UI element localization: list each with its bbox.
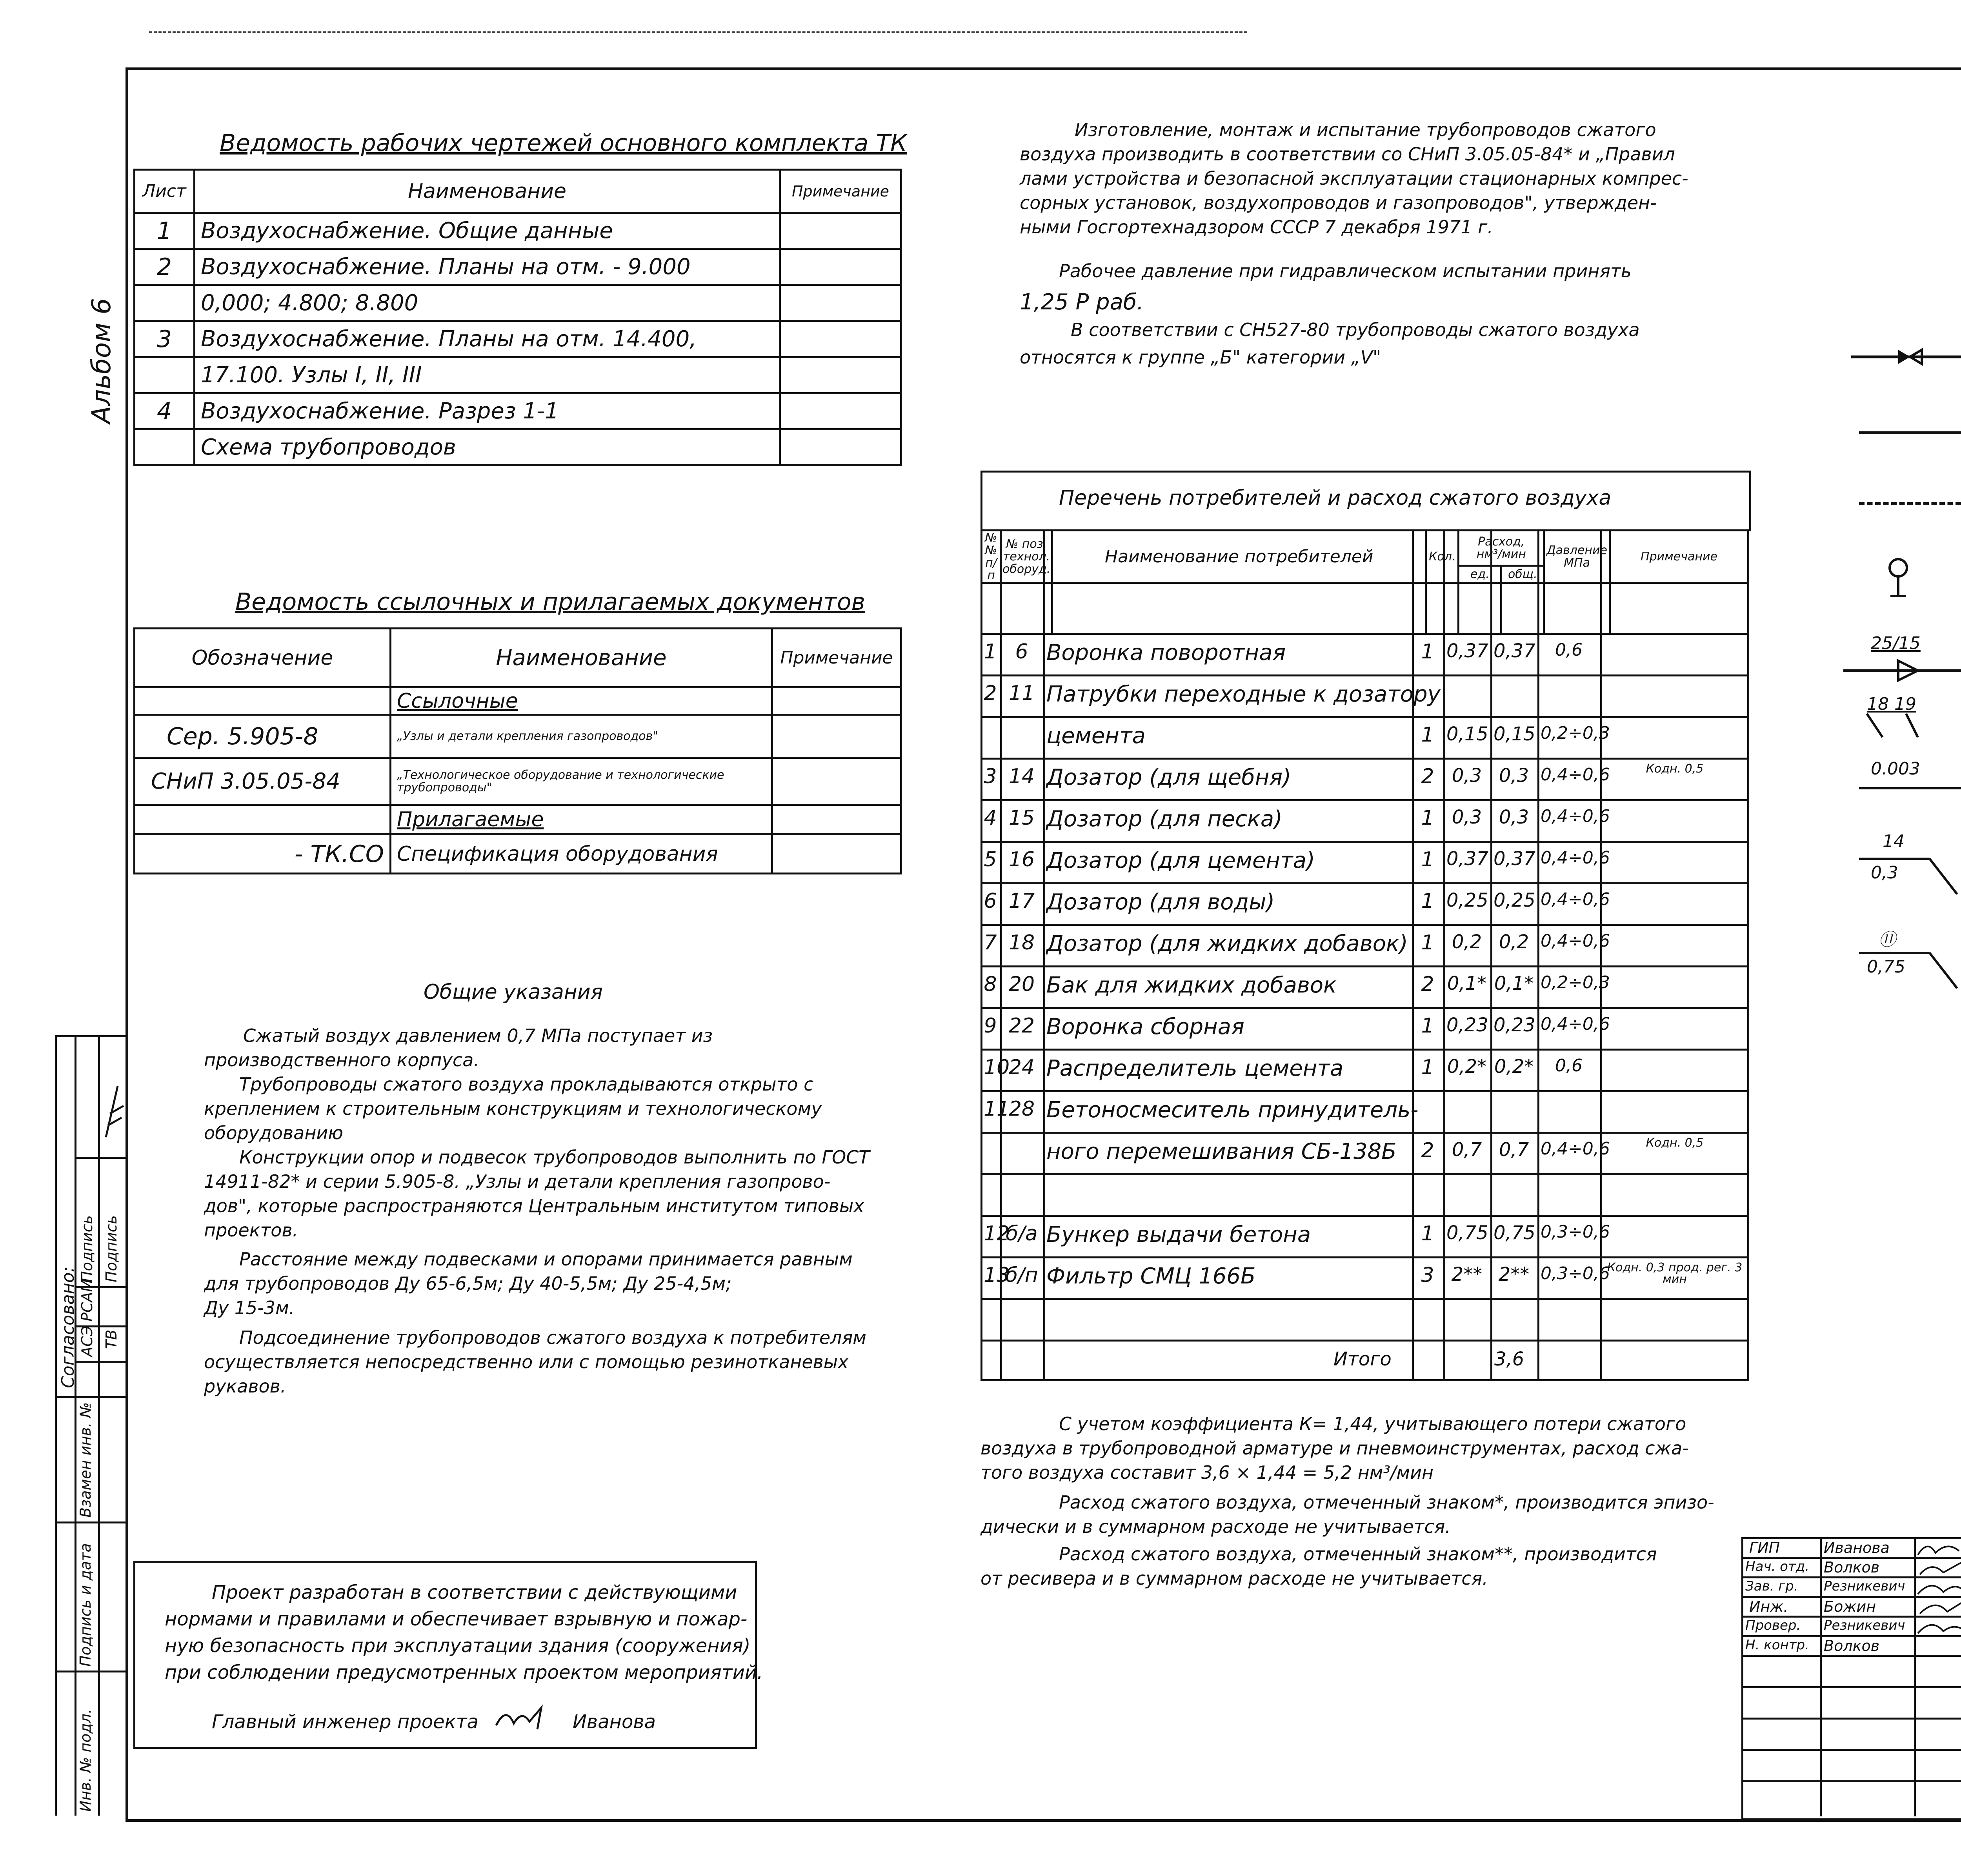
agreed-sign-label: Подпись (78, 1215, 96, 1282)
bottom-text-line: воздуха в трубопроводной арматуре и пневмоинструментах, расход сжа- (980, 1438, 1689, 1459)
sheet-cell (135, 429, 195, 465)
consumer-n-cell: 13 (984, 1263, 1010, 1287)
consumer-pos-cell: 17 (1008, 889, 1035, 913)
note-cell (772, 834, 901, 874)
album-label: Альбом 6 (86, 298, 116, 424)
col-sheet: Лист (135, 170, 195, 213)
name-text: „Технологическое оборудование и технологические трубопроводы" (397, 768, 724, 794)
row-divider (980, 841, 1749, 843)
gauge-icon (1883, 557, 1914, 600)
note-cell (780, 357, 901, 393)
general-notes-line: 14911-82* и серии 5.905-8. „Узлы и детали крепления газопрово- (204, 1171, 831, 1192)
name-cell: 0,000; 4.800; 8.800 (195, 285, 780, 321)
agreed-sign-label-2: Подпись (103, 1215, 120, 1282)
general-notes-line: креплением к строительным конструкциям и технологическому (204, 1098, 822, 1119)
consumer-total-cell: 0,15 (1493, 723, 1535, 745)
consumer-pos-cell: 28 (1008, 1097, 1035, 1121)
consumer-name-cell: цемента (1046, 723, 1146, 749)
dashed-line-icon (1859, 502, 1961, 505)
table-row (135, 357, 901, 393)
col-flow-unit: ед. (1459, 566, 1501, 583)
consumer-name-cell: Бак для жидких добавок (1046, 973, 1337, 998)
signatures-icon (1916, 1539, 1961, 1653)
consumer-total-cell: 0,2 (1499, 931, 1529, 953)
consumer-total-cell: 0,3 (1499, 765, 1529, 787)
consumer-pos-cell: б/п (1005, 1263, 1038, 1287)
consumer-p-cell: 0,4÷0,6 (1541, 765, 1610, 785)
consumer-qty-cell: 1 (1421, 723, 1434, 747)
person-role: Инж. (1749, 1598, 1788, 1615)
row-divider (980, 716, 1749, 718)
consumer-pos-cell: 14 (1008, 765, 1035, 788)
consumer-n-cell: 1 (984, 640, 997, 664)
code-cell (135, 805, 391, 834)
general-notes-line: Сжатый воздух давлением 0,7 МПа поступает из (243, 1025, 713, 1046)
position-leader-icon (1859, 714, 1937, 745)
sheet-cell (135, 357, 195, 393)
person-name: Божин (1824, 1598, 1876, 1615)
tb-row (1741, 1780, 1961, 1782)
general-notes-line: Подсоединение трубопроводов сжатого воздуха к потребителям (239, 1327, 866, 1348)
note-cell (772, 715, 901, 758)
row-divider (980, 799, 1749, 801)
top-text-line: относятся к группе „Б" категории „V" (1020, 347, 1381, 368)
consumer-p-cell: 0,2÷0,3 (1541, 973, 1610, 993)
engineer-signature-icon (494, 1702, 557, 1733)
row-divider (980, 1298, 1749, 1300)
consumer-note-cell: Кодн. 0,3 прод. рег. 3 мин (1607, 1261, 1743, 1286)
top-text-line: сорных установок, воздухопроводов и газопроводов", утвержден- (1020, 192, 1657, 213)
code-cell (135, 687, 391, 715)
consumer-p-cell: 0,4÷0,6 (1541, 931, 1610, 951)
consumer-p-cell: 0,4÷0,6 (1541, 806, 1610, 826)
col-name: Наименование (391, 629, 772, 687)
name-cell (391, 715, 772, 758)
consumer-n-cell: 4 (984, 806, 997, 830)
consumer-qty-cell: 1 (1421, 1056, 1434, 1079)
consumer-p-cell: 0,4÷0,6 (1541, 1014, 1610, 1034)
consumer-name-cell: Дозатор (для цемента) (1046, 848, 1315, 873)
consumer-name-cell: Фильтр СМЦ 166Б (1046, 1263, 1256, 1289)
col-note: Примечание (780, 170, 901, 213)
drawings-list-title: Ведомость рабочих чертежей основного комплекта ТК (220, 129, 907, 157)
sheet-cell (135, 285, 195, 321)
col-pressure: Давление МПа (1544, 531, 1610, 583)
table-row (135, 687, 901, 715)
consumer-qty-cell: 1 (1421, 1222, 1434, 1245)
row-divider (980, 1173, 1749, 1175)
inv-field: Подпись и дата (77, 1543, 94, 1667)
name-cell: 17.100. Узлы I, II, III (195, 357, 780, 393)
column-divider (1000, 529, 1002, 1381)
consumer-tag-bottom: 0,3 (1871, 863, 1898, 883)
tb-col (1820, 1537, 1822, 1816)
consumer-p-cell: 0,2÷0,3 (1541, 723, 1610, 743)
general-notes-line: для трубопроводов Ду 65-6,5м; Ду 40-5,5м; Ду 25-4,5м; (204, 1273, 732, 1294)
valve-icon (1851, 345, 1961, 369)
row-divider (980, 1049, 1749, 1051)
references-list-table (133, 627, 902, 874)
sheet-cell: 3 (135, 321, 195, 357)
row-divider (980, 674, 1749, 676)
consumer-pos-cell: 15 (1008, 806, 1035, 830)
person-name: Иванова (1824, 1539, 1890, 1556)
consumer-unit-cell: 0,25 (1446, 889, 1488, 911)
consumer-total-cell: 0,23 (1493, 1014, 1535, 1036)
consumer-pos-cell: 18 (1008, 931, 1035, 954)
consumer-unit-cell: 0,1* (1447, 973, 1487, 994)
consumer-total-cell: 0,2* (1494, 1056, 1534, 1078)
table-row (135, 249, 901, 285)
consumer-pos-cell: 20 (1008, 973, 1035, 996)
consumer-unit-cell: 2** (1451, 1263, 1483, 1285)
column-divider (1537, 529, 1539, 1381)
consumer-total-cell: 0,75 (1493, 1222, 1535, 1244)
bottom-text-line: Расход сжатого воздуха, отмеченный знаком**, производится (1059, 1543, 1657, 1565)
consumer-qty-cell: 1 (1421, 1014, 1434, 1038)
bottom-text-line: дически и в суммарном расходе не учитывается. (980, 1516, 1451, 1537)
consumer-qty-cell: 2 (1421, 973, 1434, 996)
consumer-qty-cell: 2 (1421, 1139, 1434, 1162)
general-notes-line: Конструкции опор и подвесок трубопроводов выполнить по ГОСТ (239, 1147, 870, 1168)
consumer-name-cell: Бункер выдачи бетона (1046, 1222, 1311, 1247)
slope-arrow-icon (1859, 780, 1961, 796)
person-role: Зав. гр. (1745, 1578, 1798, 1594)
consumer-name-cell: Патрубки переходные к дозатору (1046, 682, 1441, 707)
note-cell (780, 429, 901, 465)
consumer-n-cell: 6 (984, 889, 997, 913)
name-cell: Ссылочные (391, 687, 772, 715)
note-cell (780, 321, 901, 357)
consumer-qty-cell: 3 (1421, 1263, 1434, 1287)
col-code: Обозначение (135, 629, 391, 687)
table-row (135, 834, 901, 874)
consumer-total-cell: 0,1* (1494, 973, 1534, 994)
consumer-n-cell: 9 (984, 1014, 997, 1038)
person-role: Нач. отд. (1745, 1559, 1810, 1574)
total-label: Итого (1333, 1348, 1392, 1370)
general-notes-line: Трубопроводы сжатого воздуха прокладываются открыто с (239, 1074, 814, 1095)
note-cell (772, 687, 901, 715)
bottom-text-line: С учетом коэффициента К= 1,44, учитывающего потери сжатого (1059, 1413, 1686, 1434)
row-divider (980, 924, 1749, 926)
general-notes-line: осуществляется непосредственно или с помощью резинотканевых (204, 1351, 849, 1372)
table-row (135, 758, 901, 805)
table-row (135, 213, 901, 249)
consumer-unit-cell: 0,2* (1447, 1056, 1487, 1078)
slope-marks: 0.003 (1871, 759, 1920, 779)
person-role: Н. контр. (1745, 1637, 1809, 1653)
col-qty: Кол. (1426, 531, 1459, 583)
top-text-line: Рабочее давление при гидравлическом испытании принять (1059, 260, 1632, 282)
table-row (135, 321, 901, 357)
person-role: ГИП (1749, 1539, 1780, 1556)
consumer-total-cell: 0,37 (1493, 848, 1535, 870)
name-cell: Спецификация оборудования (391, 834, 772, 874)
name-cell: Воздухоснабжение. Общие данные (195, 213, 780, 249)
consumer-unit-cell: 0,7 (1452, 1139, 1482, 1161)
consumer-pos-cell: б/а (1006, 1222, 1038, 1245)
consumer-unit-cell: 0,2 (1452, 931, 1482, 953)
column-divider (1600, 529, 1602, 1381)
code-cell: - ТК.СО (135, 834, 391, 874)
row-divider (980, 965, 1749, 967)
general-notes-line: Ду 15-3м. (204, 1297, 295, 1318)
table-row (135, 285, 901, 321)
inv-field: Инв. № подл. (77, 1709, 94, 1812)
consumer-total-cell: 2** (1498, 1263, 1530, 1285)
code-cell: Сер. 5.905-8 (135, 715, 391, 758)
tb-row (1741, 1718, 1961, 1720)
consumer-n-cell: 12 (984, 1222, 1010, 1245)
consumer-note-cell: Кодн. 0,5 (1646, 1136, 1704, 1150)
consumer-tag-circle-bottom: 0,75 (1867, 957, 1905, 977)
agreed-col: АСЭ (78, 1325, 96, 1357)
bottom-text-line: от ресивера и в суммарном расходе не учитывается. (980, 1568, 1488, 1589)
consumers-table (980, 529, 1749, 635)
note-cell (780, 213, 901, 249)
general-notes-line: проектов. (204, 1220, 298, 1241)
person-name: Резникевич (1824, 1618, 1905, 1633)
consumer-pos-cell: 24 (1008, 1056, 1035, 1079)
column-divider (1412, 529, 1414, 1381)
row-divider (980, 1215, 1749, 1217)
bottom-text-line: того воздуха составит 3,6 × 1,44 = 5,2 нм³/мин (980, 1462, 1434, 1483)
tb-row (1741, 1686, 1961, 1688)
declaration-line: нормами и правилами и обеспечивает взрывную и пожар- (165, 1608, 748, 1630)
signature-icon (102, 1082, 126, 1141)
general-notes-title: Общие указания (424, 980, 603, 1004)
top-text-line: ными Госгортехнадзором СССР 7 декабря 1971 г. (1020, 216, 1493, 238)
column-divider (1443, 529, 1445, 1381)
consumer-qty-cell: 1 (1421, 889, 1434, 913)
column-divider (1043, 529, 1045, 1381)
consumer-unit-cell: 0,23 (1446, 1014, 1488, 1036)
consumer-tag-icon (1859, 855, 1961, 898)
row-divider (980, 758, 1749, 760)
consumer-unit-cell: 0,75 (1446, 1222, 1488, 1244)
row-divider (980, 1256, 1749, 1258)
consumer-p-cell: 0,4÷0,6 (1541, 889, 1610, 909)
table-row (135, 715, 901, 758)
consumer-tag-circle-icon (1859, 949, 1961, 992)
consumer-n-cell: 2 (984, 682, 997, 705)
col-pos: № поз. технол. оборуд. (1001, 531, 1052, 583)
consumer-name-cell: Воронка поворотная (1046, 640, 1286, 665)
consumer-p-cell: 0,4÷0,6 (1541, 848, 1610, 868)
top-text-line: В соответствии с СН527-80 трубопроводы сжатого воздуха (1071, 319, 1640, 340)
consumer-n-cell: 8 (984, 973, 997, 996)
general-notes-line: оборудованию (204, 1122, 344, 1143)
col-note: Примечание (772, 629, 901, 687)
top-text-line: Изготовление, монтаж и испытание трубопроводов сжатого (1075, 119, 1656, 140)
declaration-line: при соблюдении предусмотренных проектом мероприятий. (165, 1661, 763, 1683)
table-row (135, 429, 901, 465)
consumer-n-cell: 3 (984, 765, 997, 788)
person-name: Волков (1824, 1559, 1880, 1576)
consumer-name-cell: Дозатор (для воды) (1046, 889, 1275, 915)
consumer-p-cell: 0,6 (1555, 640, 1583, 660)
sheet-cell: 1 (135, 213, 195, 249)
consumer-note-cell: Кодн. 0,5 (1646, 762, 1704, 776)
code-cell: СНиП 3.05.05-84 (135, 758, 391, 805)
consumer-pos-cell: 11 (1008, 682, 1035, 705)
tb-row (1741, 1749, 1961, 1751)
sheet-cell: 4 (135, 393, 195, 429)
consumer-n-cell: 7 (984, 931, 997, 954)
consumer-qty-cell: 1 (1421, 931, 1434, 954)
consumer-p-cell: 0,4÷0,6 (1541, 1139, 1610, 1159)
name-text: „Узлы и детали крепления газопроводов" (397, 729, 659, 743)
note-cell (780, 249, 901, 285)
top-text-line: 1,25 Р раб. (1020, 289, 1144, 315)
inv-field: Взамен инв. № (77, 1402, 94, 1518)
consumer-qty-cell: 2 (1421, 765, 1434, 788)
position-marks: 18 19 (1867, 694, 1916, 714)
consumer-name-cell: Бетоносмеситель принудитель- (1046, 1097, 1419, 1123)
consumer-tag-circle-top: ⑪ (1879, 930, 1896, 950)
total-value: 3,6 (1494, 1348, 1524, 1370)
consumer-qty-cell: 1 (1421, 806, 1434, 830)
consumers-title: Перечень потребителей и расход сжатого воздуха (1059, 486, 1612, 510)
table-row (135, 393, 901, 429)
consumer-name-cell: Распределитель цемента (1046, 1056, 1344, 1081)
col-num: №№ п/п (982, 531, 1001, 583)
consumer-total-cell: 0,7 (1499, 1139, 1529, 1161)
consumer-total-cell: 0,37 (1493, 640, 1535, 662)
col-flow: Расход, нм³/мин (1459, 531, 1544, 566)
consumer-unit-cell: 0,37 (1446, 640, 1488, 662)
solid-line-icon (1859, 431, 1961, 434)
consumer-p-cell: 0,6 (1555, 1056, 1583, 1076)
consumer-n-cell: 11 (984, 1097, 1010, 1121)
consumer-qty-cell: 1 (1421, 848, 1434, 871)
table-row (135, 805, 901, 834)
agreed-col: ТВ (103, 1329, 120, 1349)
reducer-marks: 25/15 (1871, 633, 1921, 653)
top-text-line: лами устройства и безопасной эксплуатации стационарных компрес- (1020, 168, 1688, 189)
row-divider (980, 1007, 1749, 1009)
person-name: Волков (1824, 1637, 1880, 1654)
name-cell: Прилагаемые (391, 805, 772, 834)
note-cell (780, 285, 901, 321)
col-name: Наименование (195, 170, 780, 213)
row-divider (980, 1132, 1749, 1134)
consumer-unit-cell: 0,15 (1446, 723, 1488, 745)
reducer-icon (1843, 659, 1961, 682)
bottom-text-line: Расход сжатого воздуха, отмеченный знаком*, производится эпизо- (1059, 1492, 1714, 1513)
col-name: Наименование потребителей (1052, 531, 1426, 583)
consumer-n-cell: 10 (984, 1056, 1010, 1079)
note-cell (780, 393, 901, 429)
consumer-p-cell: 0,3÷0,6 (1541, 1222, 1610, 1242)
consumer-name-cell: ного перемешивания СБ-138Б (1046, 1139, 1397, 1164)
consumer-total-cell: 0,25 (1493, 889, 1535, 911)
general-notes-line: рукавов. (204, 1376, 286, 1397)
consumer-unit-cell: 0,3 (1452, 806, 1482, 828)
consumer-unit-cell: 0,37 (1446, 848, 1488, 870)
consumer-qty-cell: 1 (1421, 640, 1434, 664)
col-note: Примечание (1610, 531, 1748, 583)
consumer-name-cell: Дозатор (для песка) (1046, 806, 1283, 832)
consumer-tag-top: 14 (1883, 831, 1905, 851)
tb-row (1741, 1655, 1961, 1657)
agreed-label: Согласовано: (58, 1266, 78, 1388)
general-notes-line: дов", которые распространяются Центральным институтом типовых (204, 1195, 864, 1216)
col-flow-total: общ. (1501, 566, 1544, 583)
name-cell: Воздухоснабжение. Разрез 1-1 (195, 393, 780, 429)
general-notes-line: Расстояние между подвесками и опорами принимается равным (239, 1249, 853, 1270)
consumer-pos-cell: 6 (1015, 640, 1028, 664)
name-cell (391, 758, 772, 805)
consumer-pos-cell: 16 (1008, 848, 1035, 871)
note-cell (772, 805, 901, 834)
top-marks (149, 31, 1247, 37)
consumer-total-cell: 0,3 (1499, 806, 1529, 828)
consumer-pos-cell: 22 (1008, 1014, 1035, 1038)
agreed-col: РСАМ (78, 1279, 96, 1322)
person-role: Провер. (1745, 1618, 1801, 1633)
name-cell: Схема трубопроводов (195, 429, 780, 465)
top-text-line: воздуха производить в соответствии со СНиП 3.05.05-84* и „Правил (1020, 144, 1675, 165)
chief-engineer-label: Главный инженер проекта (212, 1711, 478, 1733)
general-notes-line: производственного корпуса. (204, 1049, 480, 1071)
drawings-list-table (133, 169, 902, 466)
row-divider (980, 882, 1749, 884)
column-divider (1490, 529, 1492, 1381)
consumer-name-cell: Дозатор (для жидких добавок) (1046, 931, 1408, 956)
consumer-unit-cell: 0,3 (1452, 765, 1482, 787)
note-cell (772, 758, 901, 805)
person-name: Резникевич (1824, 1578, 1905, 1594)
consumer-name-cell: Воронка сборная (1046, 1014, 1244, 1040)
chief-engineer-name: Иванова (573, 1711, 656, 1733)
row-divider (980, 1340, 1749, 1342)
declaration-line: Проект разработан в соответствии с действующими (212, 1582, 737, 1603)
consumer-p-cell: 0,3÷0,6 (1541, 1263, 1610, 1283)
name-cell: Воздухоснабжение. Планы на отм. - 9.000 (195, 249, 780, 285)
declaration-line: ную безопасность при эксплуатации здания (сооружения) (165, 1635, 751, 1657)
references-list-title: Ведомость ссылочных и прилагаемых документов (235, 588, 865, 616)
sheet-cell: 2 (135, 249, 195, 285)
name-cell: Воздухоснабжение. Планы на отм. 14.400, (195, 321, 780, 357)
row-divider (980, 1090, 1749, 1092)
consumer-n-cell: 5 (984, 848, 997, 871)
consumer-name-cell: Дозатор (для щебня) (1046, 765, 1292, 790)
